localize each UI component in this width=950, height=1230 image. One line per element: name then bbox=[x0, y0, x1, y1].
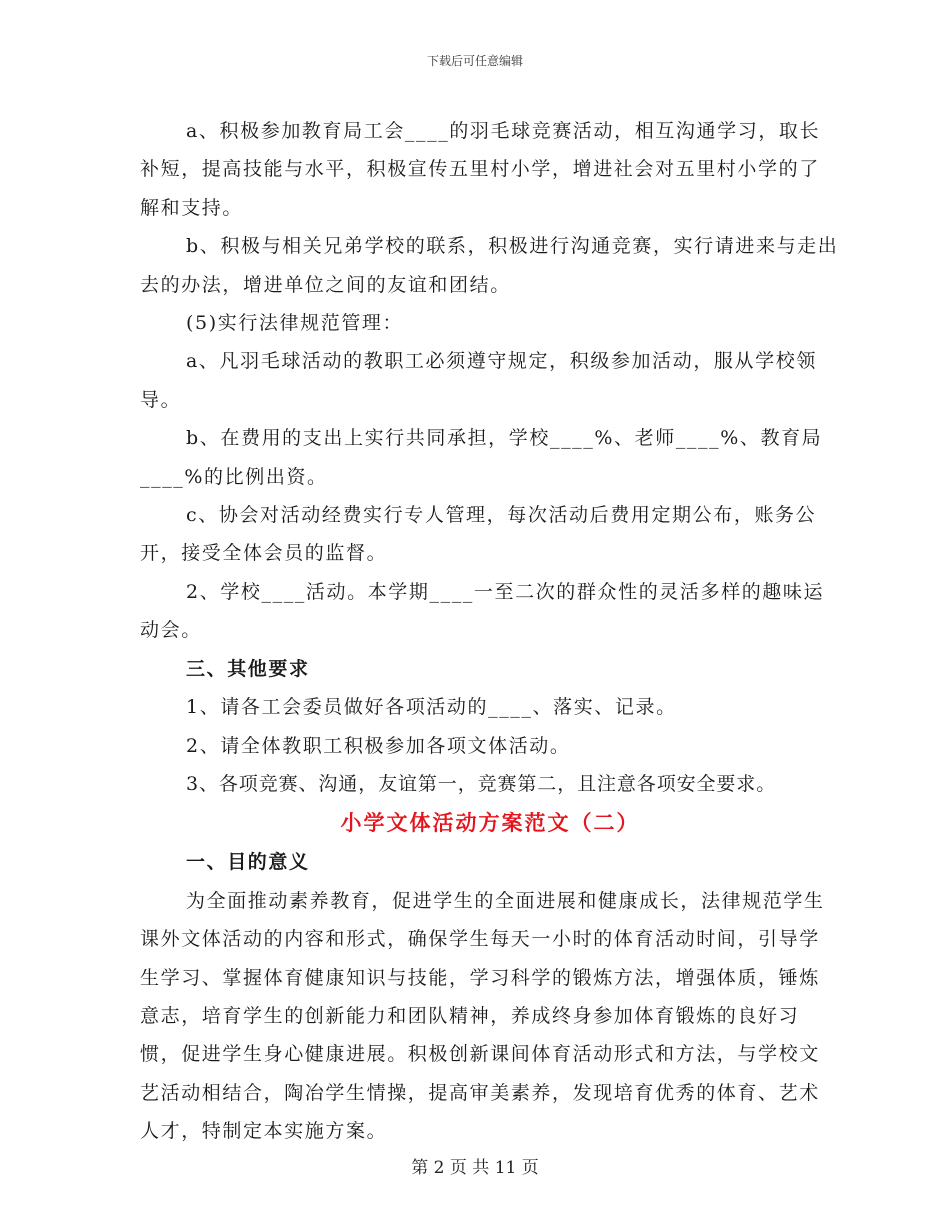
requirement-item: 2、请全体教职工积极参加各项文体活动。 bbox=[186, 734, 571, 757]
page-footer: 第 2 页 共 11 页 bbox=[411, 1158, 539, 1178]
paragraph-purpose: 为全面推动素养教育，促进学生的全面进展和健康成长，法律规范学生课外文体活动的内容和形式，确保学生每天一小时的体育活动时间，引导学生学习、掌握体育健康知识与技能，学习科学的锻炼方法，增强体质，锤炼意志，培育学生的创新能力和团队精神，养成终身参加体育锻炼的良好习惯，促进学生身心健康进展。积极创新课间体育活动形式和方法，与学校文艺活动相结合，陶冶学生情操，提高审美素养，发现培育优秀的体育、艺术人才，特制定本实施方案。 bbox=[140, 889, 825, 1143]
requirement-item: 1、请各工会委员做好各项活动的____、落实、记录。 bbox=[186, 696, 677, 719]
page-header: 下载后可任意编辑 bbox=[426, 54, 523, 68]
subheading-management: (5)实行法律规范管理： bbox=[186, 312, 404, 335]
section-heading-other-requirements: 三、其他要求 bbox=[186, 657, 310, 680]
paragraph-c-funds: c、协会对活动经费实行专人管理，每次活动后费用定期公布，账务公开，接受全体会员的监督。 bbox=[140, 504, 817, 565]
requirement-item: 3、各项竞赛、沟通，友谊第一，竞赛第二，且注意各项安全要求。 bbox=[186, 772, 777, 795]
document-title: 小学文体活动方案范文（二） bbox=[340, 811, 640, 836]
paragraph-2-school-activity: 2、学校____活动。本学期____一至二次的群众性的灵活多样的趣味运动会。 bbox=[140, 580, 825, 642]
paragraph-b-exchange: b、积极与相关兄弟学校的联系，积极进行沟通竞赛，实行请进来与走出去的办法，增进单位之间的友谊和团结。 bbox=[140, 235, 839, 296]
section-heading-purpose: 一、目的意义 bbox=[186, 851, 310, 874]
document-body bbox=[140, 112, 840, 1151]
paragraph-a-badminton: a、积极参加教育局工会____的羽毛球竞赛活动，相互沟通学习，取长补短，提高技能与水平，积极宣传五里村小学，增进社会对五里村小学的了解和支持。 bbox=[140, 120, 821, 219]
paragraph-a-rules: a、凡羽毛球活动的教职工必须遵守规定，积级参加活动，服从学校领导。 bbox=[140, 350, 817, 411]
paragraph-b-costs: b、在费用的支出上实行共同承担，学校____%、老师____%、教育局____%的比例出资。 bbox=[140, 427, 823, 488]
